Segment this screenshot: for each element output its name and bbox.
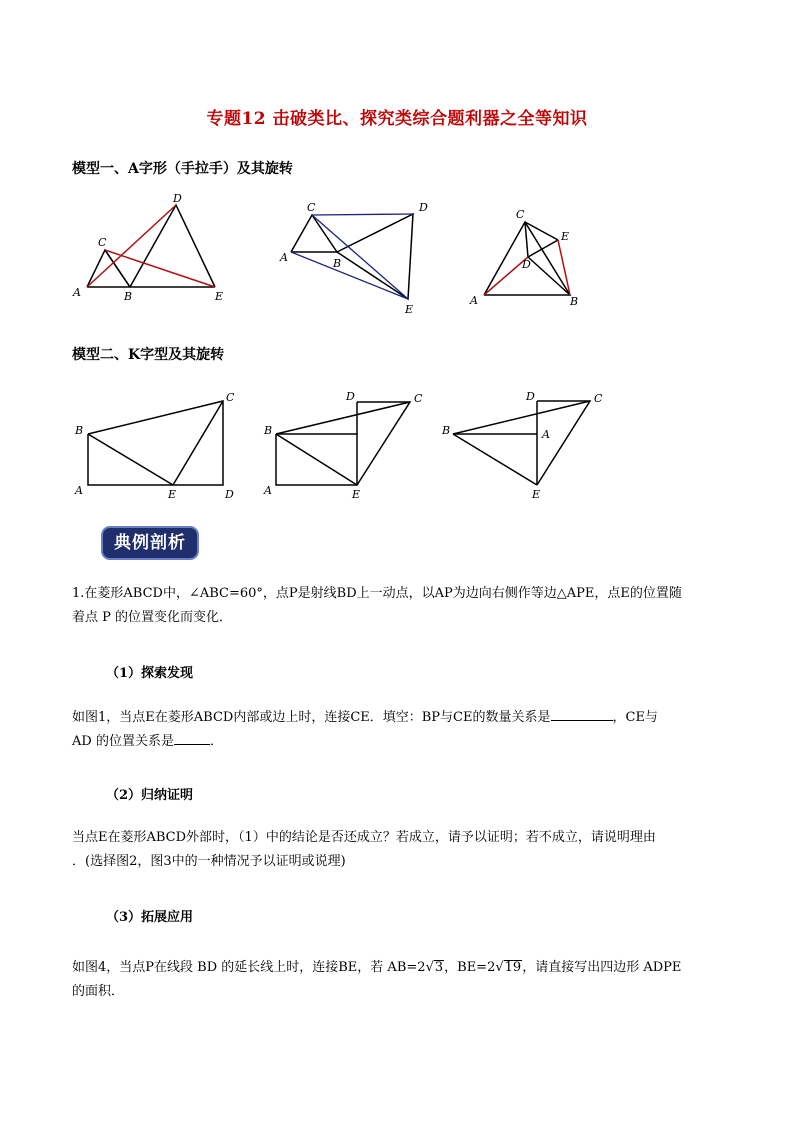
label-d: D bbox=[346, 390, 355, 403]
part3-title: （3）拓展应用 bbox=[106, 910, 194, 925]
label-c: C bbox=[594, 392, 603, 405]
label-d: D bbox=[526, 390, 535, 403]
label-a: A bbox=[264, 484, 272, 497]
model1-heading: 模型一、A字形（手拉手）及其旋转 bbox=[72, 161, 293, 177]
label-b: B bbox=[124, 290, 133, 303]
label-e: E bbox=[532, 488, 541, 501]
model2-figure-3 bbox=[440, 388, 610, 503]
label-a: A bbox=[75, 484, 83, 497]
label-b: B bbox=[442, 424, 451, 437]
problem-line-2: 着点 P 的位置变化而变化． bbox=[72, 610, 233, 625]
be-coefficient: 2 bbox=[487, 960, 496, 975]
label-b: B bbox=[264, 424, 273, 437]
part1-text bbox=[72, 706, 732, 754]
part1-text-c: AD 的位置关系是 bbox=[72, 734, 174, 749]
part3-line-2: 的面积． bbox=[72, 984, 125, 999]
example-analysis-badge: 典例剖析 bbox=[103, 528, 197, 558]
label-c: C bbox=[307, 201, 316, 214]
label-a: A bbox=[73, 286, 81, 299]
model1-figure-3 bbox=[460, 200, 590, 310]
part2-line-1: 当点E在菱形ABCD外部时，（1）中的结论是否还成立？若成立，请予以证明；若不成立，请说明理由 bbox=[72, 830, 656, 845]
label-b: B bbox=[75, 424, 84, 437]
part1-title: （1）探索发现 bbox=[106, 666, 194, 681]
answer-blank-1[interactable] bbox=[551, 706, 613, 721]
label-a: A bbox=[280, 251, 288, 264]
label-e: E bbox=[405, 303, 414, 316]
label-e: E bbox=[168, 488, 177, 501]
label-c: C bbox=[414, 392, 423, 405]
model2-figure-1 bbox=[65, 388, 250, 503]
label-e: E bbox=[215, 290, 224, 303]
problem-line-1: 1.在菱形ABCD中，∠ABC=60°，点P是射线BD上一动点，以AP为边向右侧作等边△APE，点E的位置随 bbox=[72, 586, 682, 601]
label-d: D bbox=[522, 258, 531, 271]
label-b: B bbox=[570, 295, 579, 308]
label-d: D bbox=[419, 201, 428, 214]
model1-figure-1 bbox=[60, 190, 240, 305]
model1-figure-2 bbox=[275, 195, 445, 320]
label-a: A bbox=[470, 294, 478, 307]
part1-text-b: ，CE与 bbox=[612, 710, 658, 725]
label-c: C bbox=[516, 208, 525, 221]
ab-radicand: 3 bbox=[434, 960, 444, 975]
model2-figure-2 bbox=[260, 388, 435, 503]
part2-line-2: ．(选择图2，图3中的一种情况予以证明或说理) bbox=[72, 854, 346, 869]
ab-coefficient: 2 bbox=[417, 960, 426, 975]
part3-text: 如图4，当点P在线段 BD 的延长线上时，连接BE，若 AB=2√3，BE=2√19，请直接写出四边形 ADPE 的面积． bbox=[72, 956, 732, 1004]
problem-statement bbox=[72, 582, 732, 630]
model2-heading: 模型二、K字型及其旋转 bbox=[72, 347, 225, 363]
label-b: B bbox=[333, 257, 342, 270]
page-title: 专题12 击破类比、探究类综合题利器之全等知识 bbox=[206, 109, 588, 129]
label-d: D bbox=[225, 488, 234, 501]
answer-blank-2[interactable] bbox=[174, 730, 210, 745]
label-e: E bbox=[561, 230, 570, 243]
part3-text-b: ，BE= bbox=[444, 960, 488, 975]
part1-text-d: ． bbox=[209, 734, 223, 749]
part2-text bbox=[72, 826, 732, 874]
be-radicand: 19 bbox=[504, 960, 522, 975]
part3-text-c: ，请直接写出四边形 ADPE bbox=[522, 960, 682, 975]
part3-text-a: 如图4，当点P在线段 BD 的延长线上时，连接BE，若 AB= bbox=[72, 960, 418, 975]
part2-title: （2）归纳证明 bbox=[106, 788, 194, 803]
label-c: C bbox=[98, 236, 107, 249]
label-d: D bbox=[173, 192, 182, 205]
label-e: E bbox=[352, 488, 361, 501]
label-c: C bbox=[226, 391, 235, 404]
label-a: A bbox=[542, 428, 550, 441]
part1-text-a: 如图1，当点E在菱形ABCD内部或边上时，连接CE．填空：BP与CE的数量关系是 bbox=[72, 710, 551, 725]
